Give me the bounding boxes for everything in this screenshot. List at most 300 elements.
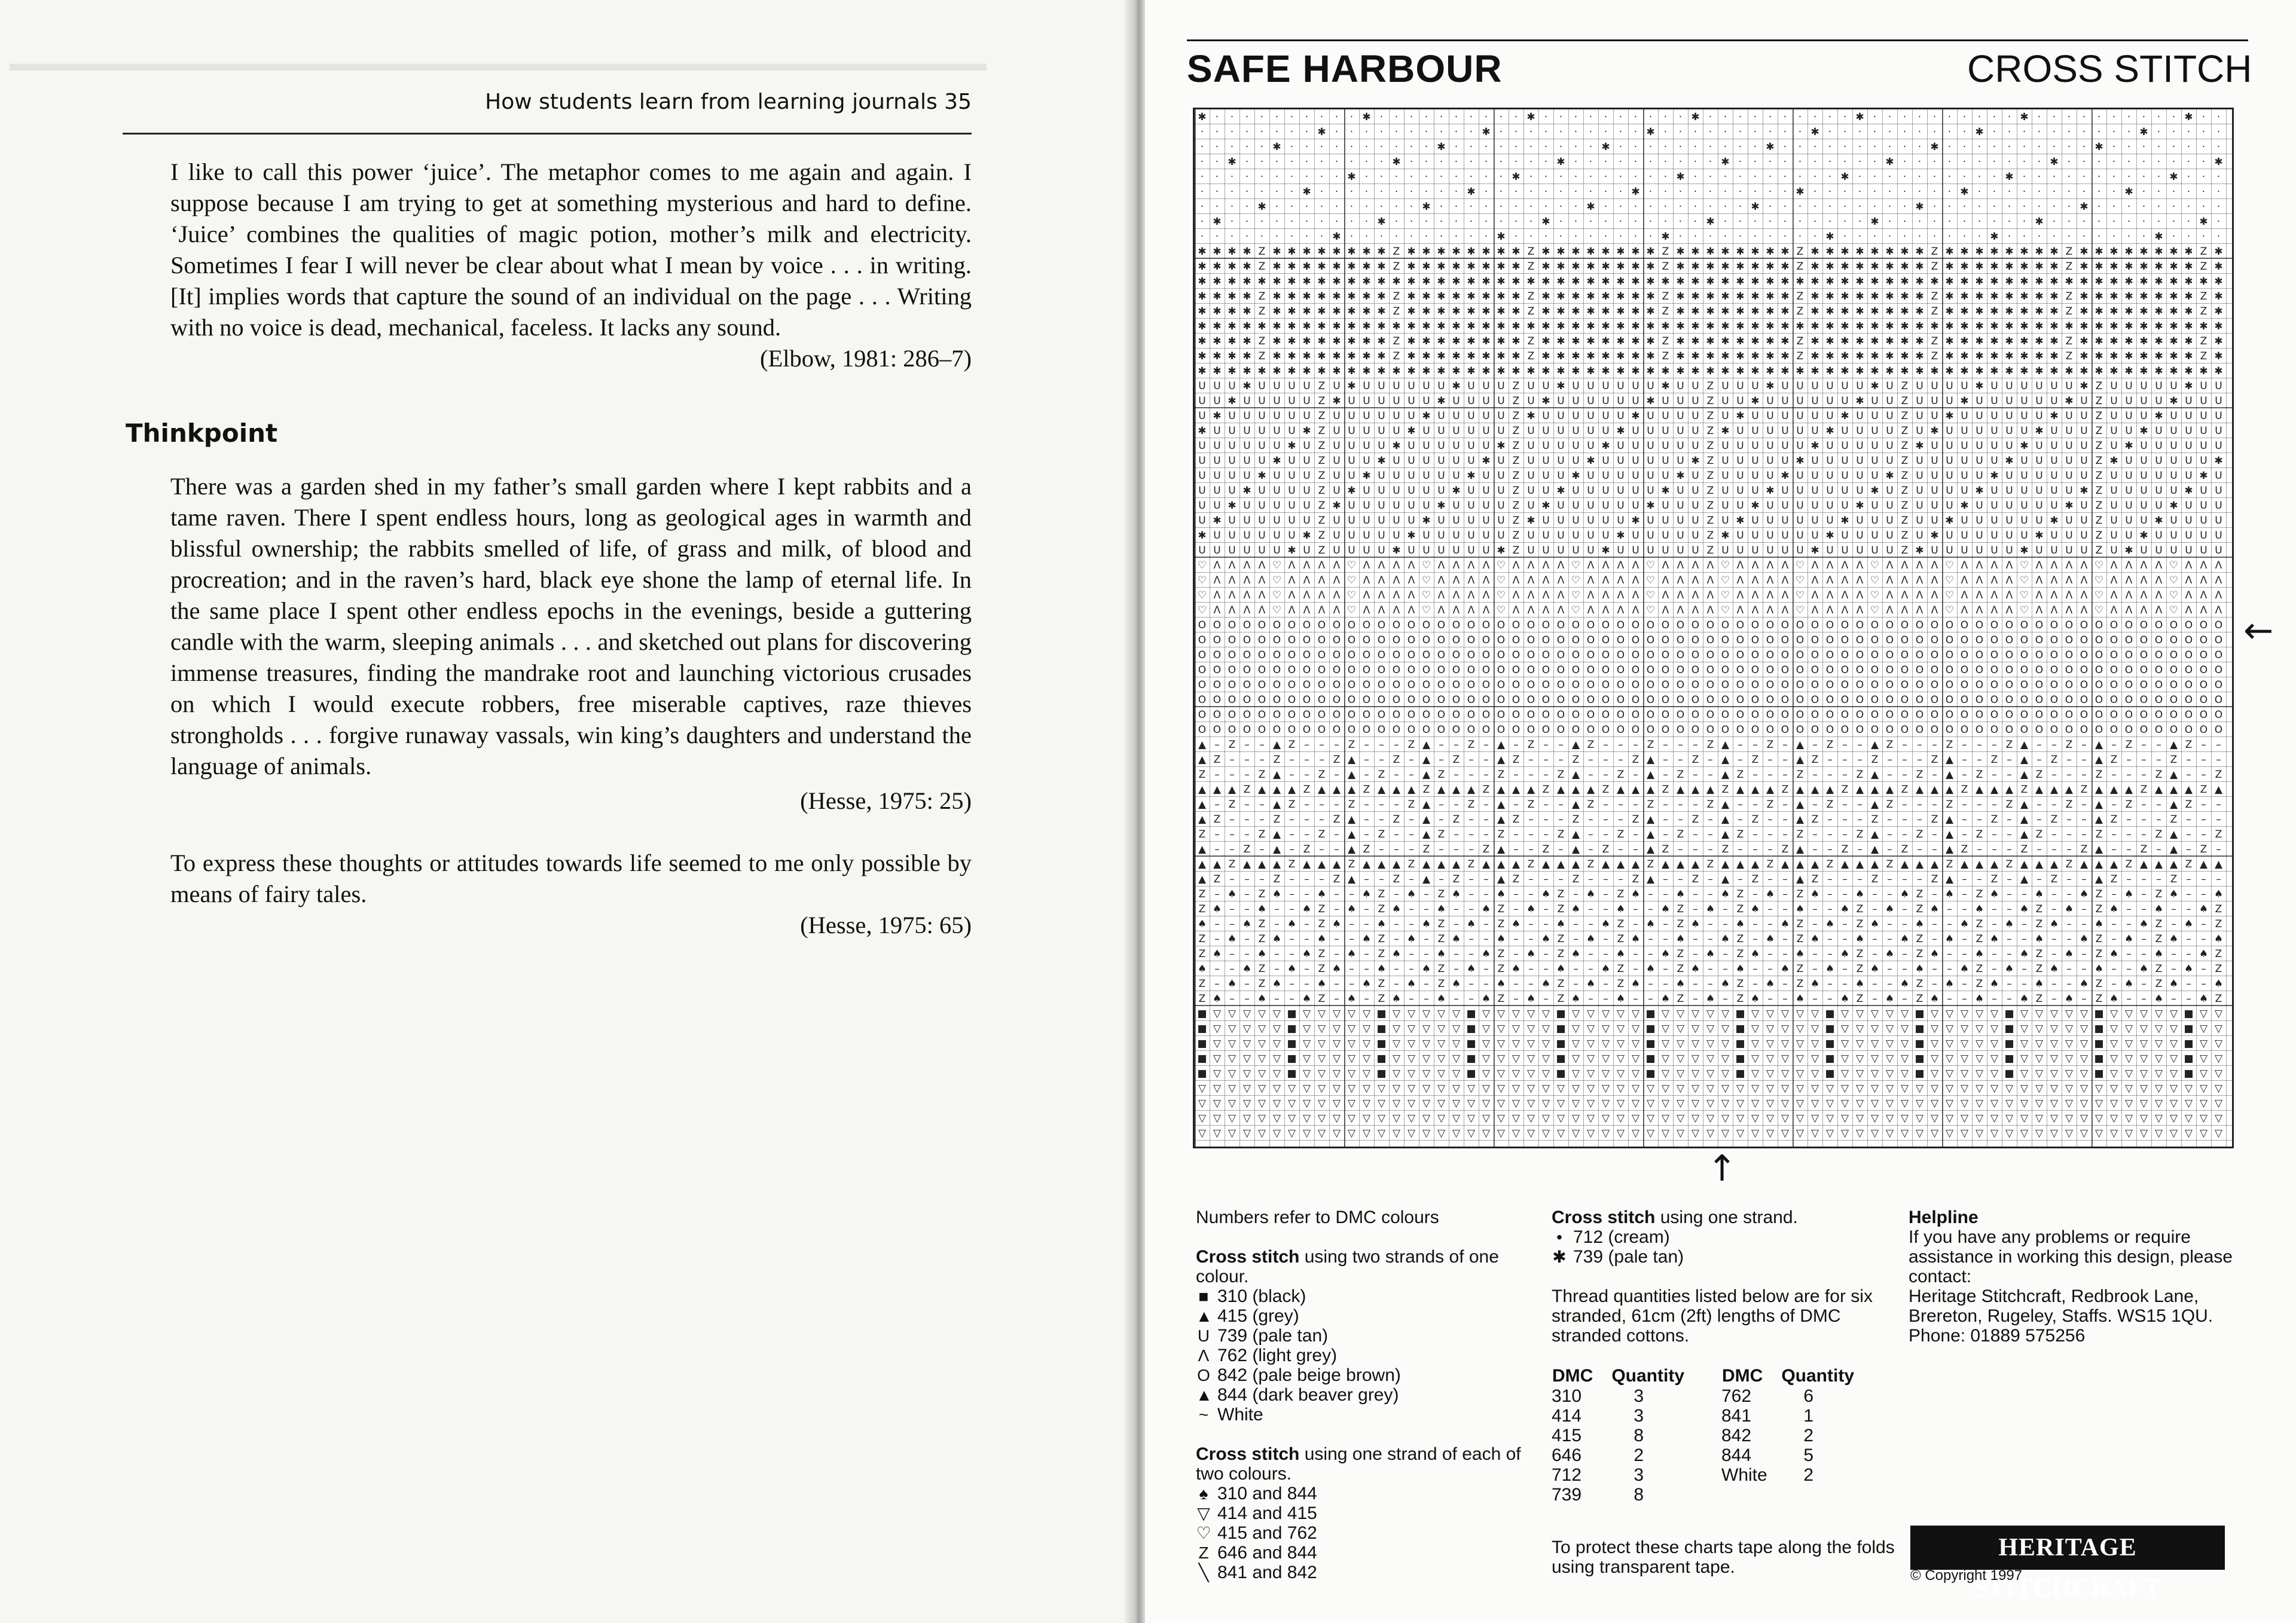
chart-stitch: ▽ <box>2215 1053 2223 1065</box>
chart-stitch: O <box>1512 634 1520 646</box>
chart-stitch: ✱ <box>1855 500 1864 512</box>
chart-stitch: U <box>1856 470 1863 482</box>
chart-stitch: O <box>1602 664 1610 676</box>
chart-stitch: ✱ <box>1407 246 1415 258</box>
chart-stitch: Z <box>2051 873 2058 885</box>
chart-stitch: · <box>1485 171 1488 183</box>
chart-stitch: O <box>1422 679 1430 691</box>
chart-stitch: ✱ <box>1751 201 1759 213</box>
chart-stitch: · <box>1649 201 1652 213</box>
chart-stitch: ✱ <box>2169 395 2178 407</box>
chart-stitch: U <box>2005 485 2013 497</box>
chart-stitch: Z <box>1737 903 1744 915</box>
chart-stitch: ♠ <box>1646 918 1655 930</box>
chart-stitch: – <box>1693 888 1698 900</box>
chart-stitch: ✱ <box>1601 545 1610 557</box>
chart-stitch: ■ <box>1466 1023 1476 1035</box>
chart-stitch: O <box>2050 709 2058 721</box>
chart-stitch: ✱ <box>1437 365 1445 377</box>
chart-stitch: Z <box>2200 843 2208 855</box>
chart-stitch: Z <box>1916 993 1923 1005</box>
chart-stitch: U <box>1721 410 1729 422</box>
chart-stitch: Z <box>1318 903 1326 915</box>
chart-stitch: U <box>1198 380 1205 392</box>
chart-stitch: Z <box>1677 769 1684 781</box>
chart-stitch: ✱ <box>1781 246 1789 258</box>
chart-stitch: ♠ <box>1272 933 1281 945</box>
chart-stitch: – <box>1229 963 1235 975</box>
chart-stitch: U <box>2110 530 2117 542</box>
chart-stitch: ▽ <box>1692 1068 1700 1080</box>
chart-stitch: ▽ <box>1527 1038 1535 1050</box>
chart-stitch: O <box>2185 709 2193 721</box>
chart-stitch: – <box>2186 754 2191 766</box>
chart-stitch: – <box>1842 769 1848 781</box>
chart-stitch: ✱ <box>1631 410 1639 422</box>
chart-stitch: ▲ <box>2110 858 2118 870</box>
chart-stitch: · <box>1290 216 1293 228</box>
two-strands-heading: Cross stitch <box>1196 1247 1299 1267</box>
helpline-text: If you have any problems or require assistance in working this design, please contact: <box>1909 1227 2255 1286</box>
chart-stitch: ▽ <box>1677 1127 1685 1139</box>
chart-stitch: Λ <box>1558 560 1565 571</box>
chart-stitch: – <box>2141 888 2147 900</box>
chart-stitch: U <box>1976 530 1983 542</box>
chart-stitch: U <box>1437 455 1445 467</box>
chart-stitch: O <box>2035 649 2043 661</box>
chart-stitch: – <box>1842 739 1848 751</box>
chart-stitch: · <box>1724 171 1727 183</box>
chart-stitch: ▽ <box>1736 1083 1745 1095</box>
chart-stitch: O <box>1961 709 1968 721</box>
chart-stitch: ✱ <box>1512 320 1520 332</box>
chart-stitch: ▽ <box>1856 1053 1864 1065</box>
chart-stitch: ▽ <box>1198 1127 1207 1139</box>
chart-stitch: – <box>1349 918 1354 930</box>
chart-stitch: – <box>1454 769 1459 781</box>
chart-stitch: O <box>1527 634 1535 646</box>
chart-stitch: ▲ <box>1273 829 1281 840</box>
chart-stitch: · <box>1425 111 1428 123</box>
chart-stitch: ▽ <box>2170 1023 2178 1035</box>
chart-stitch: · <box>1245 126 1248 138</box>
chart-stitch: · <box>1380 156 1383 168</box>
chart-stitch: – <box>1663 799 1668 811</box>
chart-stitch: ▲ <box>1871 739 1879 751</box>
chart-stitch: – <box>1229 903 1235 915</box>
chart-stitch: ✱ <box>2035 261 2043 273</box>
chart-stitch: ✱ <box>1437 500 1445 512</box>
chart-stitch: U <box>2125 470 2132 482</box>
chart-stitch: ■ <box>1825 1023 1834 1035</box>
chart-stitch: ▽ <box>1617 1068 1625 1080</box>
chart-stitch: ✱ <box>1437 320 1445 332</box>
table-cell: 6 <box>1781 1386 1891 1406</box>
chart-stitch: ✱ <box>1601 291 1610 302</box>
chart-stitch: ■ <box>1915 1038 1924 1050</box>
key-item <box>1196 1286 1531 1306</box>
chart-stitch: – <box>1454 739 1459 751</box>
chart-stitch: U <box>2215 425 2222 437</box>
chart-stitch: · <box>2053 141 2056 153</box>
chart-stitch: ▽ <box>1243 1008 1251 1020</box>
chart-stitch: U <box>2215 395 2222 407</box>
chart-stitch: – <box>1379 873 1384 885</box>
chart-stitch: O <box>2215 724 2222 736</box>
chart-stitch: ✱ <box>2184 365 2193 377</box>
chart-stitch: · <box>1410 141 1413 153</box>
chart-stitch: – <box>2141 948 2147 960</box>
chart-stitch: – <box>1663 754 1668 766</box>
chart-stitch: O <box>1243 709 1251 721</box>
chart-stitch: – <box>1274 948 1280 960</box>
chart-stitch: ▽ <box>2170 1127 2178 1139</box>
chart-stitch: ♠ <box>1631 978 1640 990</box>
chart-stitch: · <box>1440 111 1443 123</box>
chart-stitch: ✱ <box>1810 350 1819 362</box>
chart-stitch: ✱ <box>1362 111 1370 123</box>
chart-stitch: Λ <box>1976 560 1983 571</box>
chart-stitch: ✱ <box>1661 380 1669 392</box>
chart-stitch: ▽ <box>1407 1127 1416 1139</box>
chart-stitch: · <box>1290 186 1293 198</box>
chart-stitch: ▽ <box>1497 1053 1506 1065</box>
chart-stitch: · <box>1320 201 1323 213</box>
chart-stitch: ▲ <box>2020 829 2029 840</box>
chart-stitch: – <box>2186 993 2191 1005</box>
chart-stitch: ▽ <box>2125 1038 2133 1050</box>
chart-stitch: O <box>1213 679 1221 691</box>
chart-stitch: ✱ <box>1631 515 1639 527</box>
chart-stitch: Λ <box>1333 604 1341 616</box>
chart-stitch: · <box>1784 171 1787 183</box>
chart-stitch: Z <box>1528 350 1535 362</box>
chart-stitch: ▽ <box>1512 1098 1521 1109</box>
chart-stitch: U <box>1856 545 1863 557</box>
chart-stitch: ✱ <box>1691 350 1699 362</box>
chart-stitch: – <box>1603 933 1608 945</box>
chart-stitch: ✱ <box>2080 276 2088 288</box>
chart-stitch: – <box>1962 799 1967 811</box>
chart-stitch: · <box>2142 141 2145 153</box>
chart-stitch: ✱ <box>1541 350 1550 362</box>
chart-stitch: – <box>1528 814 1534 826</box>
chart-stitch: ✱ <box>1766 246 1774 258</box>
chart-stitch: ▽ <box>1856 1068 1864 1080</box>
chart-stitch: ▽ <box>2125 1083 2133 1095</box>
chart-stitch: – <box>1708 829 1713 840</box>
chart-stitch: Z <box>1363 843 1370 855</box>
chart-stitch: ♠ <box>2154 903 2163 915</box>
chart-stitch: ✱ <box>1526 410 1535 422</box>
chart-stitch: U <box>2170 485 2177 497</box>
chart-stitch: O <box>1931 664 1938 676</box>
chart-stitch: O <box>1662 724 1669 736</box>
chart-stitch: – <box>1857 873 1863 885</box>
chart-stitch: ▲ <box>1557 858 1565 870</box>
chart-stitch: O <box>2170 679 2178 691</box>
chart-stitch: U <box>1811 485 1818 497</box>
chart-stitch: Z <box>1408 799 1415 811</box>
chart-stitch: O <box>1437 694 1445 706</box>
chart-stitch: Λ <box>2051 589 2058 601</box>
chart-stitch: · <box>1799 111 1802 123</box>
chart-stitch: ■ <box>2184 1023 2193 1035</box>
chart-stitch: – <box>1319 873 1324 885</box>
chart-stitch: Λ <box>1916 589 1923 601</box>
chart-stitch: O <box>1946 634 1953 646</box>
chart-stitch: ▽ <box>1258 1008 1266 1020</box>
chart-stitch: O <box>1706 679 1714 691</box>
chart-stitch: Z <box>1393 335 1400 347</box>
chart-stitch: ▽ <box>1706 1008 1715 1020</box>
chart-stitch: – <box>1708 814 1713 826</box>
chart-stitch: ▽ <box>1990 1053 1999 1065</box>
chart-stitch: ✱ <box>1975 246 1983 258</box>
chart-stitch: Λ <box>1587 574 1595 586</box>
chart-stitch: ▲ <box>1198 858 1207 870</box>
chart-stitch: O <box>1766 649 1774 661</box>
chart-stitch: ♠ <box>1302 993 1311 1005</box>
chart-stitch: – <box>1483 933 1489 945</box>
chart-stitch: Z <box>1274 873 1281 885</box>
chart-stitch: · <box>1275 171 1278 183</box>
chart-stitch: – <box>1932 888 1937 900</box>
chart-stitch: ▽ <box>2035 1023 2044 1035</box>
chart-stitch: Z <box>1707 380 1714 392</box>
chart-stitch: ▲ <box>1333 784 1341 796</box>
chart-stitch: ✱ <box>1721 350 1729 362</box>
chart-stitch: O <box>2095 664 2103 676</box>
chart-stitch: ▲ <box>1303 858 1311 870</box>
chart-stitch: ✱ <box>1930 276 1938 288</box>
chart-stitch: ✱ <box>1437 246 1445 258</box>
chart-stitch: – <box>1409 829 1414 840</box>
chart-stitch: ✱ <box>1721 335 1729 347</box>
chart-stitch: O <box>1602 679 1610 691</box>
chart-stitch: O <box>1482 649 1490 661</box>
chart-stitch: U <box>1886 485 1893 497</box>
chart-stitch: O <box>1826 709 1834 721</box>
chart-stitch: Z <box>1662 784 1669 796</box>
chart-stitch: · <box>1350 216 1353 228</box>
chart-stitch: Λ <box>1812 604 1819 616</box>
chart-stitch: ▽ <box>1721 1068 1730 1080</box>
chart-stitch: ✱ <box>1347 335 1355 347</box>
chart-stitch: O <box>2125 694 2133 706</box>
chart-stitch: U <box>2140 515 2147 527</box>
chart-stitch: · <box>1529 156 1532 168</box>
chart-stitch: – <box>1334 993 1339 1005</box>
chart-stitch: – <box>1259 799 1265 811</box>
chart-stitch: ✱ <box>1407 305 1415 317</box>
chart-stitch: ▽ <box>1512 1068 1521 1080</box>
chart-stitch: ▽ <box>2155 1098 2163 1109</box>
chart-stitch: ▽ <box>2185 1098 2193 1109</box>
chart-stitch: ▽ <box>2050 1023 2059 1035</box>
chart-stitch: ✱ <box>2020 440 2028 452</box>
column-header: Quantity <box>1611 1365 1721 1386</box>
chart-stitch: – <box>1214 829 1220 840</box>
chart-stitch: Z <box>1707 410 1714 422</box>
chart-stitch: ▲ <box>1572 769 1580 781</box>
chart-stitch: ▽ <box>2110 1008 2118 1020</box>
chart-stitch: – <box>1304 739 1309 751</box>
chart-stitch: Λ <box>1303 589 1311 601</box>
chart-stitch: U <box>1198 395 1205 407</box>
chart-stitch: ▽ <box>1721 1008 1730 1020</box>
chart-stitch: · <box>1574 126 1577 138</box>
key-label: 712 (cream) <box>1573 1227 1670 1247</box>
chart-stitch: – <box>2201 918 2206 930</box>
chart-stitch: U <box>1288 455 1295 467</box>
chart-stitch: O <box>2065 649 2073 661</box>
chart-stitch: · <box>1320 156 1323 168</box>
chart-stitch: ■ <box>1915 1023 1924 1035</box>
chart-stitch: O <box>1841 619 1849 631</box>
chart-stitch: Λ <box>1587 560 1595 571</box>
chart-stitch: U <box>1407 455 1415 467</box>
chart-stitch: – <box>1917 843 1922 855</box>
chart-stitch: Λ <box>1677 574 1684 586</box>
chart-stitch: ✱ <box>2020 261 2028 273</box>
chart-stitch: ✱ <box>2095 335 2103 347</box>
chart-stitch: Λ <box>2155 589 2163 601</box>
chart-stitch: · <box>1470 216 1473 228</box>
chart-stitch: ▽ <box>1542 1083 1550 1095</box>
chart-stitch: – <box>1349 933 1354 945</box>
chart-stitch: U <box>1736 425 1744 437</box>
chart-stitch: Z <box>1498 903 1505 915</box>
chart-stitch: ▽ <box>1961 1127 1969 1139</box>
chart-stitch: U <box>2155 530 2162 542</box>
chart-stitch: U <box>1721 515 1729 527</box>
chart-stitch: ✱ <box>1870 305 1879 317</box>
chart-stitch: ✱ <box>1616 365 1625 377</box>
chart-stitch: U <box>1288 380 1295 392</box>
chart-stitch: ▽ <box>2020 1038 2029 1050</box>
chart-stitch: ▽ <box>1811 1127 1819 1139</box>
chart-stitch: – <box>1468 754 1474 766</box>
chart-stitch: ✱ <box>1302 261 1311 273</box>
chart-stitch: Z <box>2036 829 2043 840</box>
chart-stitch: O <box>1721 619 1729 631</box>
chart-stitch: O <box>1692 724 1699 736</box>
chart-stitch: ▽ <box>2140 1127 2148 1139</box>
chart-stitch: ▽ <box>1512 1053 1521 1065</box>
chart-stitch: – <box>1319 739 1324 751</box>
chart-stitch: – <box>2022 933 2027 945</box>
chart-stitch: U <box>1856 530 1863 542</box>
chart-stitch: O <box>1393 619 1400 631</box>
chart-stitch: Z <box>1543 843 1550 855</box>
chart-stitch: ✱ <box>2199 276 2208 288</box>
chart-stitch: · <box>2023 201 2026 213</box>
chart-stitch: ✱ <box>1242 305 1251 317</box>
chart-stitch: – <box>1603 993 1608 1005</box>
chart-stitch: U <box>1303 470 1310 482</box>
chart-stitch: O <box>1826 679 1834 691</box>
chart-stitch: ✱ <box>1870 365 1879 377</box>
chart-stitch: O <box>1333 619 1341 631</box>
chart-stitch: ✱ <box>1990 470 1998 482</box>
chart-stitch: ▽ <box>1751 1083 1760 1095</box>
chart-stitch: · <box>1559 171 1562 183</box>
chart-stitch: ■ <box>1197 1068 1207 1080</box>
chart-stitch: – <box>1289 993 1294 1005</box>
chart-stitch: O <box>1706 649 1714 661</box>
chart-stitch: ♠ <box>1586 933 1595 945</box>
chart-stitch: ▽ <box>1437 1112 1446 1124</box>
chart-stitch: Z <box>1677 829 1684 840</box>
chart-stitch: · <box>1260 171 1263 183</box>
chart-stitch: ▽ <box>1512 1112 1521 1124</box>
chart-stitch: ▽ <box>1961 1098 1969 1109</box>
chart-stitch: U <box>1931 410 1938 422</box>
chart-stitch: ♠ <box>1900 888 1909 900</box>
chart-stitch: ▲ <box>1647 843 1655 855</box>
chart-stitch: ✱ <box>1721 320 1729 332</box>
chart-stitch: O <box>2125 664 2133 676</box>
chart-stitch: ✱ <box>1616 246 1625 258</box>
chart-stitch: ✱ <box>1646 276 1654 288</box>
chart-stitch: ▲ <box>1871 829 1879 840</box>
chart-stitch: U <box>1557 410 1564 422</box>
chart-stitch: O <box>1273 694 1281 706</box>
chart-stitch: O <box>1273 619 1281 631</box>
chart-stitch: – <box>1439 873 1444 885</box>
chart-stitch: ✱ <box>1302 305 1311 317</box>
chart-stitch: U <box>1482 410 1489 422</box>
chart-stitch: – <box>2126 769 2132 781</box>
chart-stitch: ▲ <box>2155 784 2163 796</box>
chart-stitch: · <box>1201 201 1204 213</box>
chart-stitch: ▽ <box>1721 1098 1730 1109</box>
chart-stitch: ✱ <box>1482 365 1490 377</box>
chart-stitch: U <box>1617 380 1624 392</box>
chart-stitch: U <box>1931 440 1938 452</box>
chart-stitch: U <box>1542 545 1549 557</box>
chart-stitch: ✱ <box>1990 305 1998 317</box>
chart-stitch: ✱ <box>2214 246 2222 258</box>
chart-stitch: ▽ <box>1437 1038 1446 1050</box>
chart-stitch: ♠ <box>1407 978 1416 990</box>
chart-stitch: ✱ <box>2214 350 2222 362</box>
chart-stitch: · <box>1739 201 1742 213</box>
chart-stitch: O <box>1886 634 1894 646</box>
chart-stitch: · <box>1649 171 1652 183</box>
chart-stitch: ✱ <box>1213 410 1221 422</box>
chart-stitch: ✱ <box>1541 291 1550 302</box>
chart-stitch: O <box>1662 679 1669 691</box>
chart-stitch: ♡ <box>1571 589 1580 601</box>
chart-stitch: · <box>1679 201 1682 213</box>
chart-stitch: Z <box>1438 933 1445 945</box>
chart-stitch: Z <box>1318 455 1326 467</box>
chart-stitch: Z <box>1318 440 1326 452</box>
chart-stitch: O <box>1258 634 1266 646</box>
chart-stitch: ▽ <box>1886 1053 1894 1065</box>
chart-stitch: Λ <box>2111 604 2118 616</box>
chart-stitch: ✱ <box>1302 530 1311 542</box>
chart-stitch: ✱ <box>1482 291 1490 302</box>
chart-stitch: – <box>1588 993 1593 1005</box>
chart-stitch: Z <box>2155 963 2163 975</box>
chart-stitch: Z <box>1827 858 1834 870</box>
chart-stitch: ♠ <box>2080 978 2089 990</box>
chart-stitch: O <box>2185 664 2193 676</box>
chart-stitch: – <box>1603 978 1608 990</box>
